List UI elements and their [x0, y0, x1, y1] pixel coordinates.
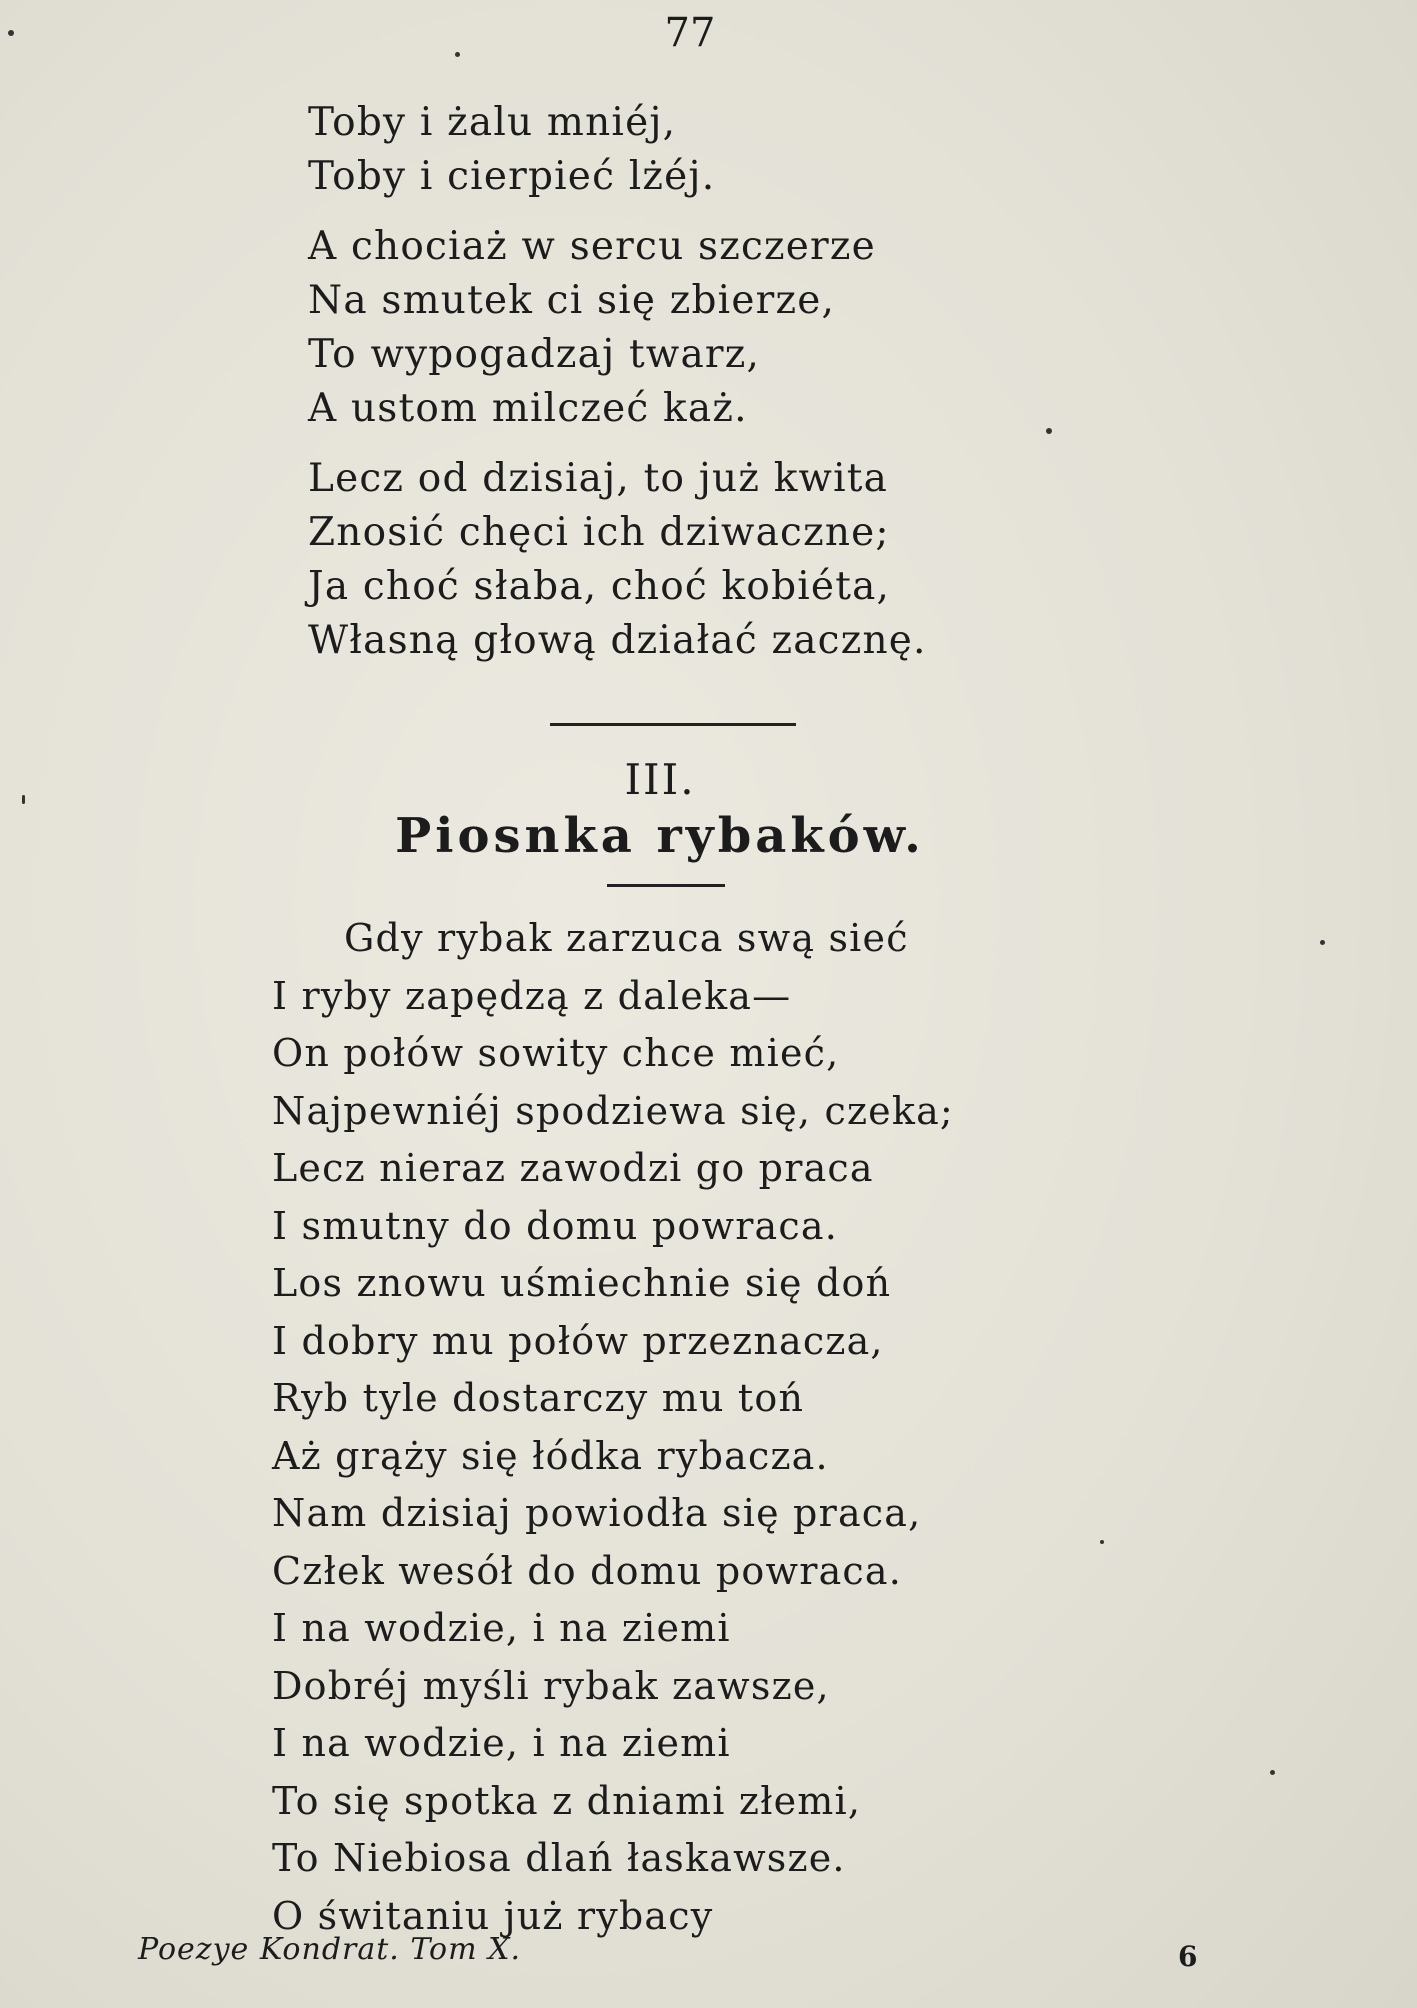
verse-line: To wypogadzaj twarz, — [308, 332, 761, 377]
verse-line: Ja choć słaba, choć kobiéta, — [308, 564, 891, 609]
verse-line: A ustom milczeć każ. — [308, 386, 748, 431]
verse-line: I na wodzie, i na ziemi — [272, 1721, 731, 1765]
ink-speck — [1046, 428, 1052, 434]
poem-body — [272, 910, 954, 1945]
verse-line: A chociaż w sercu szczerze — [308, 224, 876, 269]
verse-line: Ryb tyle dostarczy mu toń — [272, 1376, 805, 1420]
verse-line: Człek wesół do domu powraca. — [272, 1548, 903, 1593]
verse-line: Na smutek ci się zbierze, — [308, 278, 836, 323]
verse-line: O świtaniu już rybacy — [272, 1893, 714, 1938]
ink-speck — [22, 795, 25, 804]
verse-line: Los znowu uśmiechnie się doń — [272, 1261, 892, 1305]
verse-line: Znosić chęci ich dziwaczne; — [308, 510, 890, 555]
page-number: 77 — [664, 10, 716, 56]
verse-line: To się spotka z dniami złemi, — [272, 1778, 862, 1823]
verse-line: Nam dzisiaj powiodła się praca, — [272, 1491, 922, 1535]
stanza — [308, 452, 927, 668]
printer-signature: Poezye Kondrat. Tom X. — [138, 1932, 521, 1967]
verse-line: On połów sowity chce mieć, — [272, 1031, 840, 1075]
verse-line: I smutny do domu powraca. — [272, 1203, 839, 1248]
poem-continuation — [308, 96, 927, 668]
verse-line: Własną głową działać zacznę. — [308, 618, 927, 663]
verse-line: Najpewniéj spodziewa się, czeka; — [272, 1088, 954, 1133]
verse-line: I na wodzie, i na ziemi — [272, 1606, 731, 1650]
ink-speck — [455, 52, 460, 57]
verse-line: Toby i cierpieć lżéj. — [308, 154, 716, 199]
section-divider — [550, 723, 796, 726]
ink-speck — [1270, 1770, 1275, 1775]
verse-line: Dobréj myśli rybak zawsze, — [272, 1663, 830, 1708]
verse-line: Lecz nieraz zawodzi go praca — [272, 1146, 874, 1190]
verse-line: Gdy rybak zarzuca swą sieć — [344, 916, 909, 960]
verse-line: Lecz od dzisiaj, to już kwita — [308, 456, 889, 501]
verse-line: I dobry mu połów przeznacza, — [272, 1318, 884, 1363]
section-numeral: III. — [624, 755, 696, 804]
ink-speck — [8, 30, 14, 36]
section-title: Piosnka rybaków. — [395, 808, 925, 864]
ink-speck — [1320, 940, 1325, 945]
verse-line: Aż grąży się łódka rybacza. — [272, 1433, 829, 1478]
sheet-number: 6 — [1178, 1940, 1198, 1973]
ink-speck — [1100, 1540, 1104, 1544]
verse-line: Toby i żalu mniéj, — [308, 100, 677, 145]
verse-line: I ryby zapędzą z daleka— — [272, 973, 792, 1018]
stanza — [308, 220, 927, 436]
verse-line: To Niebiosa dlań łaskawsze. — [272, 1836, 846, 1880]
title-underline — [607, 884, 725, 887]
stanza — [308, 96, 927, 204]
